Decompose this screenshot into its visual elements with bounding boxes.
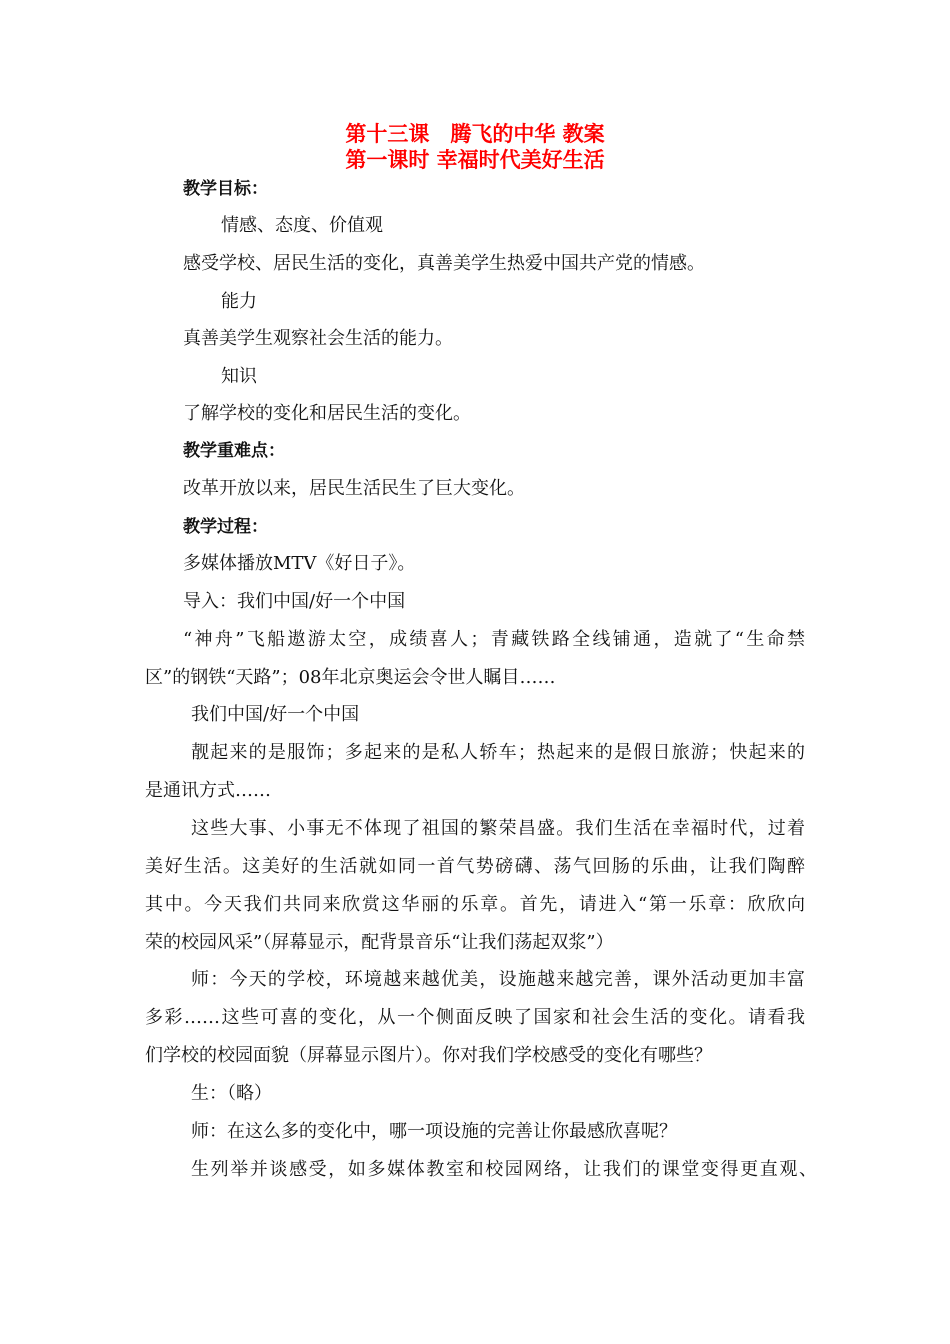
lesson-subtitle: 第一课时 幸福时代美好生活 xyxy=(345,148,605,172)
key-points-heading: 教学重难点： xyxy=(183,441,285,461)
objective-emotion-label: 情感、态度、价值观 xyxy=(221,215,383,236)
paragraph-line: 是通讯方式…… xyxy=(145,780,271,801)
key-points-text: 改革开放以来，居民生活民生了巨大变化。 xyxy=(183,478,525,499)
paragraph-line: 这些大事、小事无不体现了祖国的繁荣昌盛。我们生活在幸福时代，过着 xyxy=(191,818,805,839)
paragraph-line: 师：今天的学校，环境越来越优美，设施越来越完善，课外活动更加丰富 xyxy=(191,969,805,990)
lesson-title: 第十三课 腾飞的中华 教案 xyxy=(345,122,605,146)
process-heading: 教学过程： xyxy=(183,517,268,537)
paragraph-line: 美好生活。这美好的生活就如同一首气势磅礴、荡气回肠的乐曲，让我们陶醉 xyxy=(145,856,805,877)
objective-emotion-text: 感受学校、居民生活的变化，真善美学生热爱中国共产党的情感。 xyxy=(183,253,705,274)
paragraph-line: 其中。今天我们共同来欣赏这华丽的乐章。首先，请进入“第一乐章：欣欣向 xyxy=(145,894,805,915)
paragraph-line: 区”的钢铁“天路”；08年北京奥运会令世人瞩目…… xyxy=(145,667,556,688)
objectives-heading: 教学目标： xyxy=(183,179,268,199)
paragraph-line: 们学校的校园面貌（屏幕显示图片）。你对我们学校感受的变化有哪些？ xyxy=(145,1045,712,1066)
paragraph-line: 靓起来的是服饰；多起来的是私人轿车；热起来的是假日旅游；快起来的 xyxy=(191,742,805,763)
paragraph-line: “神舟”飞船遨游太空，成绩喜人；青藏铁路全线铺通，造就了“生命禁 xyxy=(183,629,805,650)
objective-knowledge-label: 知识 xyxy=(221,366,257,387)
paragraph-line: 我们中国/好一个中国 xyxy=(191,704,360,725)
paragraph-line: 生列举并谈感受，如多媒体教室和校园网络，让我们的课堂变得更直观、 xyxy=(191,1159,817,1180)
process-line: 多媒体播放MTV《好日子》。 xyxy=(183,553,416,574)
objective-ability-label: 能力 xyxy=(221,291,257,312)
objective-knowledge-text: 了解学校的变化和居民生活的变化。 xyxy=(183,403,471,424)
objective-ability-text: 真善美学生观察社会生活的能力。 xyxy=(183,328,453,349)
paragraph-line: 师：在这么多的变化中，哪一项设施的完善让你最感欣喜呢？ xyxy=(191,1121,677,1142)
paragraph-line: 生：（略） xyxy=(191,1083,272,1104)
paragraph-line: 多彩……这些可喜的变化，从一个侧面反映了国家和社会生活的变化。请看我 xyxy=(145,1007,805,1028)
process-line: 导入：我们中国/好一个中国 xyxy=(183,591,406,612)
paragraph-line: 荣的校园风采”（屏幕显示，配背景音乐“让我们荡起双浆”） xyxy=(145,932,614,953)
